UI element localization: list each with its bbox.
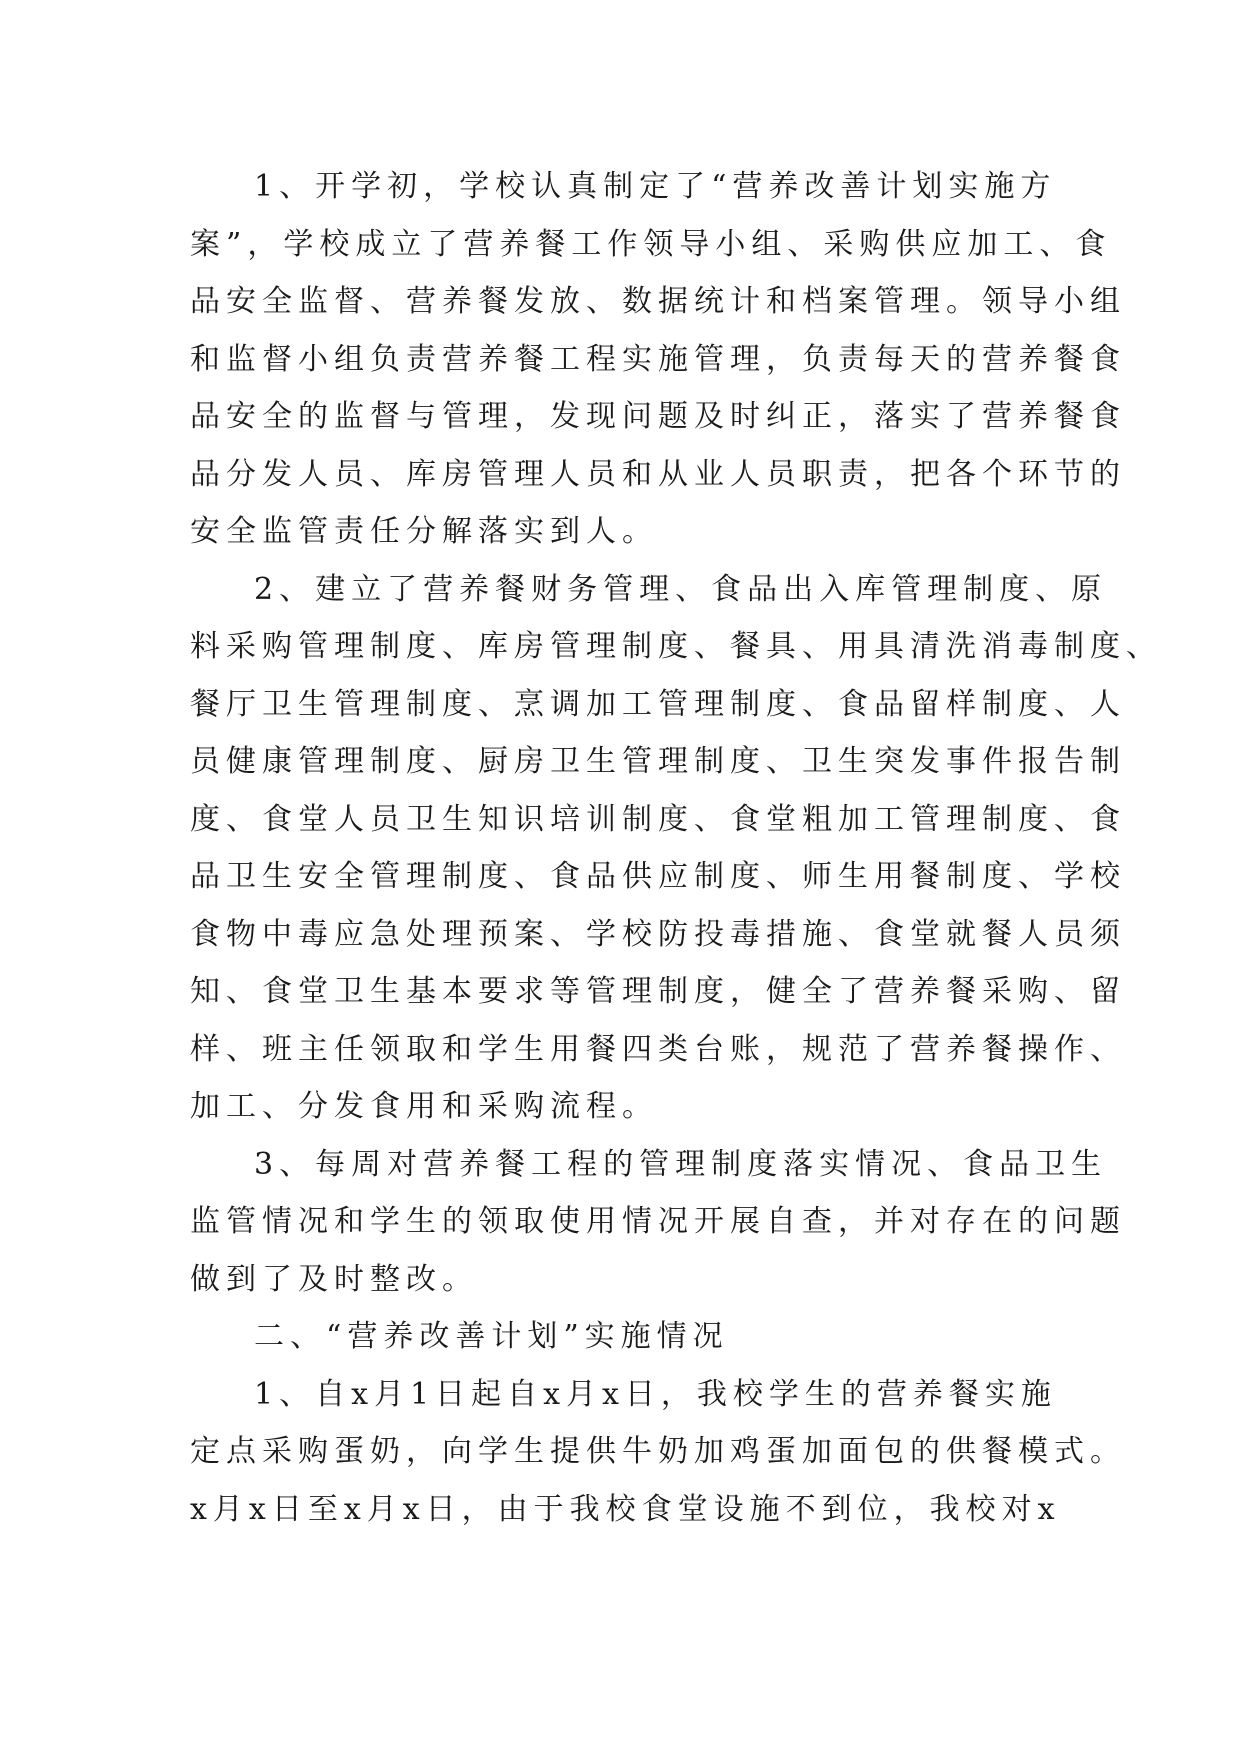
paragraph-line: 定点采购蛋奶，向学生提供牛奶加鸡蛋加面包的供餐模式。: [190, 1434, 1126, 1469]
paragraph-line: 加工、分发食用和采购流程。: [190, 1089, 658, 1124]
section-heading-text: 二、“营养改善计划”实施情况: [254, 1319, 729, 1354]
paragraph-line: 员健康管理制度、厨房卫生管理制度、卫生突发事件报告制: [190, 744, 1126, 779]
paragraph-line: 样、班主任领取和学生用餐四类台账，规范了营养餐操作、: [190, 1031, 1126, 1067]
paragraph-line: 案”，学校成立了营养餐工作领导小组、采购供应加工、食: [190, 226, 1112, 262]
paragraph-line: 料采购管理制度、库房管理制度、餐具、用具清洗消毒制度、: [190, 629, 1162, 664]
document-body: [190, 158, 1162, 1538]
paragraph-line: 餐厅卫生管理制度、烹调加工管理制度、食品留样制度、人: [190, 686, 1126, 722]
paragraph-line: 品卫生安全管理制度、食品供应制度、师生用餐制度、学校: [190, 859, 1126, 894]
paragraph-2: [190, 561, 1162, 1136]
paragraph-line: 安全监管责任分解落实到人。: [190, 514, 658, 549]
paragraph-line: 食物中毒应急处理预案、学校防投毒措施、食堂就餐人员须: [190, 916, 1126, 952]
paragraph-line: 做到了及时整改。: [190, 1261, 478, 1297]
paragraph-line: 3、每周对营养餐工程的管理制度落实情况、食品卫生: [254, 1146, 1108, 1182]
paragraph-1: [190, 158, 1126, 561]
paragraph-line: 1、开学初，学校认真制定了“营养改善计划实施方: [254, 169, 1057, 204]
paragraph-line: 和监督小组负责营养餐工程实施管理，负责每天的营养餐食: [190, 341, 1126, 377]
section-heading: [190, 1308, 1070, 1366]
paragraph-line: 品安全的监督与管理，发现问题及时纠正，落实了营养餐食: [190, 399, 1126, 434]
paragraph-line: 知、食堂卫生基本要求等管理制度，健全了营养餐采购、留: [190, 974, 1126, 1009]
paragraph-line: 品安全监督、营养餐发放、数据统计和档案管理。领导小组: [190, 284, 1126, 319]
paragraph-line: 品分发人员、库房管理人员和从业人员职责，把各个环节的: [190, 456, 1126, 492]
paragraph-line: x月x日至x月x日，由于我校食堂设施不到位，我校对x: [190, 1491, 1061, 1527]
paragraph-line: 2、建立了营养餐财务管理、食品出入库管理制度、原: [254, 571, 1108, 607]
paragraph-line: 度、食堂人员卫生知识培训制度、食堂粗加工管理制度、食: [190, 801, 1126, 837]
paragraph-5: [190, 1366, 1126, 1539]
paragraph-line: 1、自x月1日起自x月x日，我校学生的营养餐实施: [254, 1376, 1057, 1412]
paragraph-3: [190, 1136, 1126, 1309]
paragraph-line: 监管情况和学生的领取使用情况开展自查，并对存在的问题: [190, 1204, 1126, 1239]
